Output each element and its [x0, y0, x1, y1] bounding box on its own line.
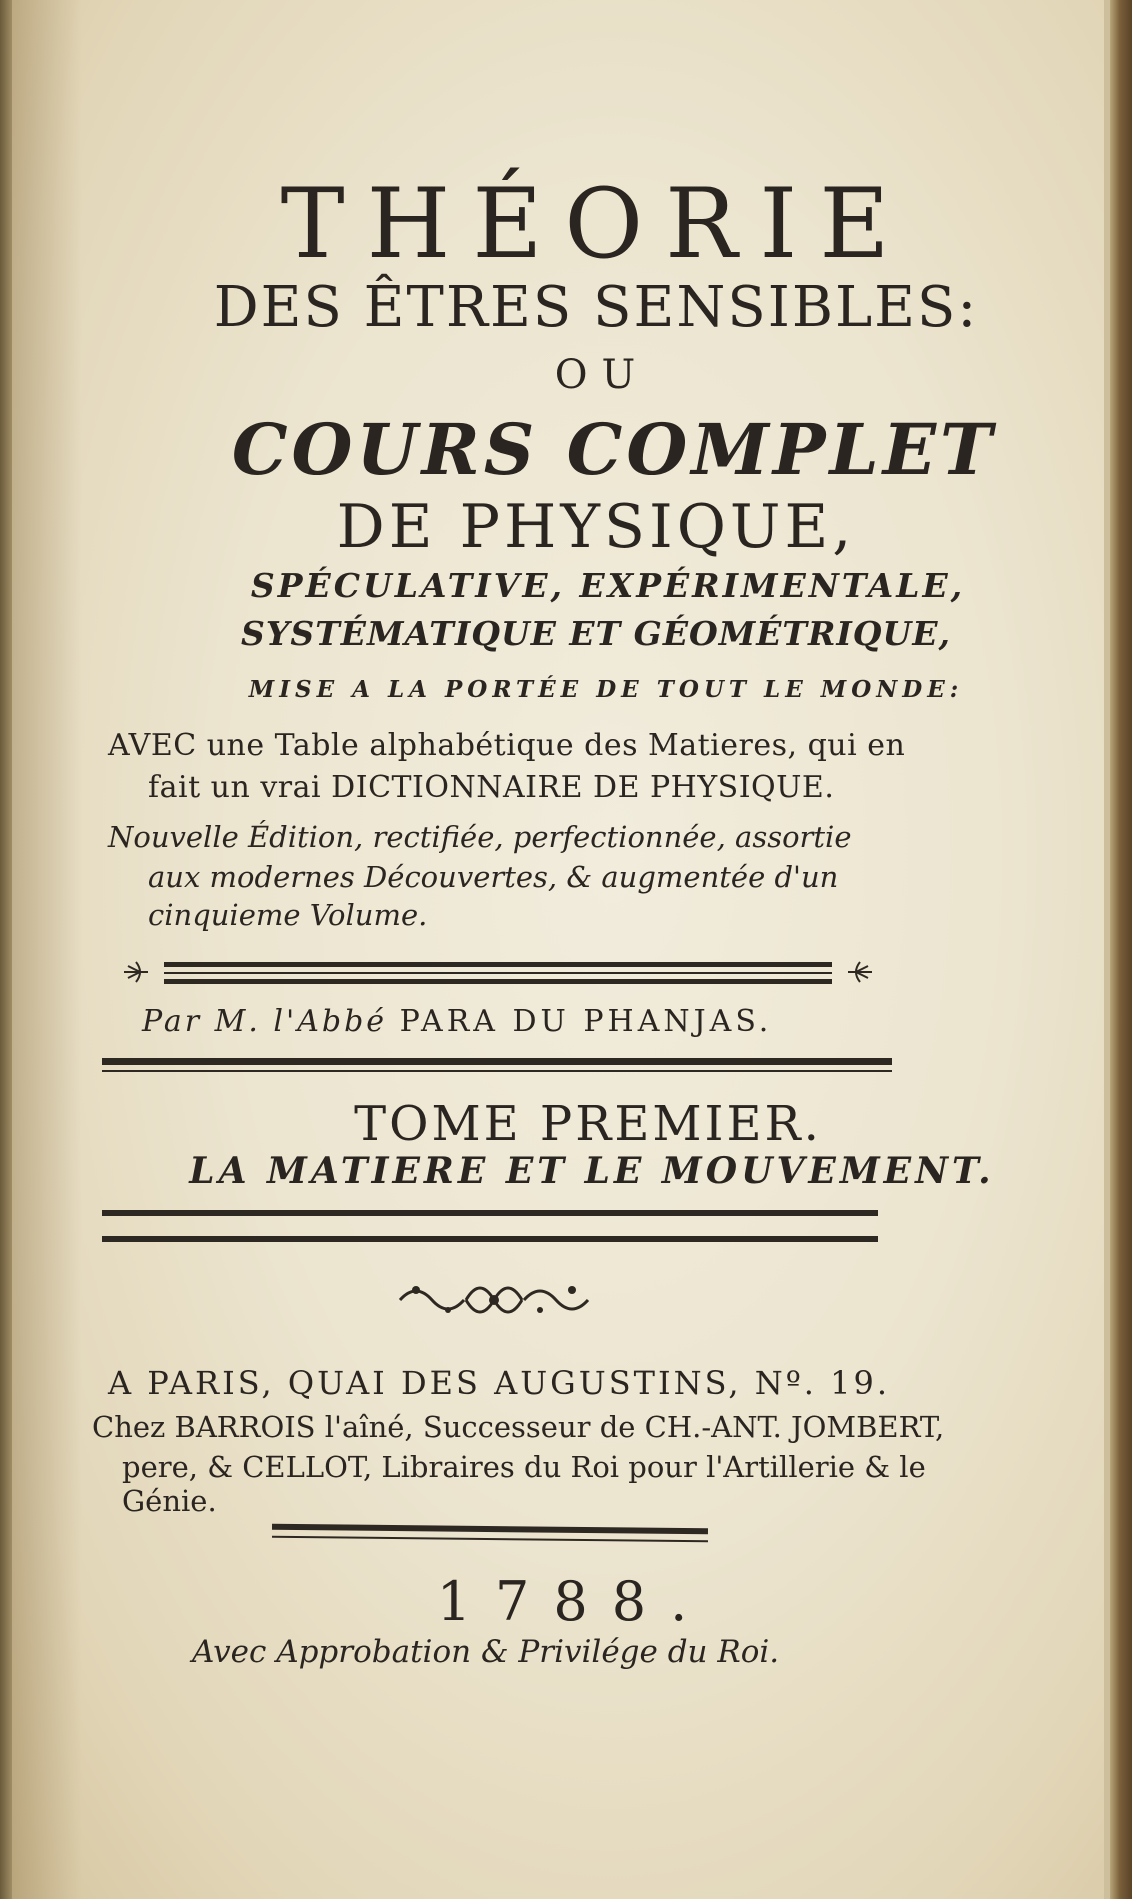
publication-year: 1788.	[436, 1570, 712, 1633]
subtitle-mise: MISE A LA PORTÉE DE TOUT LE MONDE:	[248, 676, 964, 703]
subtitle-line-2: SYSTÉMATIQUE ET GÉOMÉTRIQUE,	[241, 614, 951, 653]
author-line	[142, 1004, 772, 1039]
imprint-line-2: Chez BARROIS l'aîné, Successeur de CH.-ANT. JOMBERT,	[92, 1410, 945, 1444]
imprint-line-4: Génie.	[122, 1484, 217, 1518]
title-subheading: DES ÊTRES SENSIBLES:	[213, 275, 979, 340]
approbation-line: Avec Approbation & Privilége du Roi.	[192, 1634, 780, 1670]
avec-line-2: fait un vrai DICTIONNAIRE DE PHYSIQUE.	[148, 770, 835, 805]
thick-rule	[102, 1058, 892, 1065]
imprint-line-1: A PARIS, QUAI DES AUGUSTINS, Nº. 19.	[108, 1364, 891, 1402]
author-prefix: Par M. l'Abbé	[142, 1004, 388, 1039]
title-ou: OU	[554, 352, 650, 398]
avec-line-1: AVEC une Table alphabétique des Matieres, qui en	[108, 728, 906, 763]
tome-premier: TOME PREMIER.	[354, 1096, 822, 1152]
imprint-line-3: pere, & CELLOT, Libraires du Roi pour l'Artillerie & le	[122, 1450, 926, 1484]
title-physique: DE PHYSIQUE,	[336, 492, 856, 562]
arrow-rule-ornament	[118, 952, 878, 992]
author-name: PARA DU PHANJAS.	[399, 1004, 773, 1039]
edition-line-3: cinquieme Volume.	[148, 898, 428, 932]
edition-line-1: Nouvelle Édition, rectifiée, perfectionnée, assortie	[108, 820, 852, 854]
edition-line-2: aux modernes Découvertes, & augmentée d'un	[148, 860, 839, 894]
fleuron-ornament-icon	[396, 1272, 592, 1328]
volume-subject: LA MATIERE ET LE MOUVEMENT.	[189, 1150, 995, 1192]
title-cours-complet: COURS COMPLET	[231, 408, 997, 491]
thin-rule	[102, 1070, 892, 1072]
double-rule-top	[102, 1210, 878, 1216]
double-rule-bottom	[102, 1236, 878, 1242]
subtitle-line-1: SPÉCULATIVE, EXPÉRIMENTALE,	[250, 566, 966, 605]
main-title: THÉORIE	[280, 168, 912, 280]
